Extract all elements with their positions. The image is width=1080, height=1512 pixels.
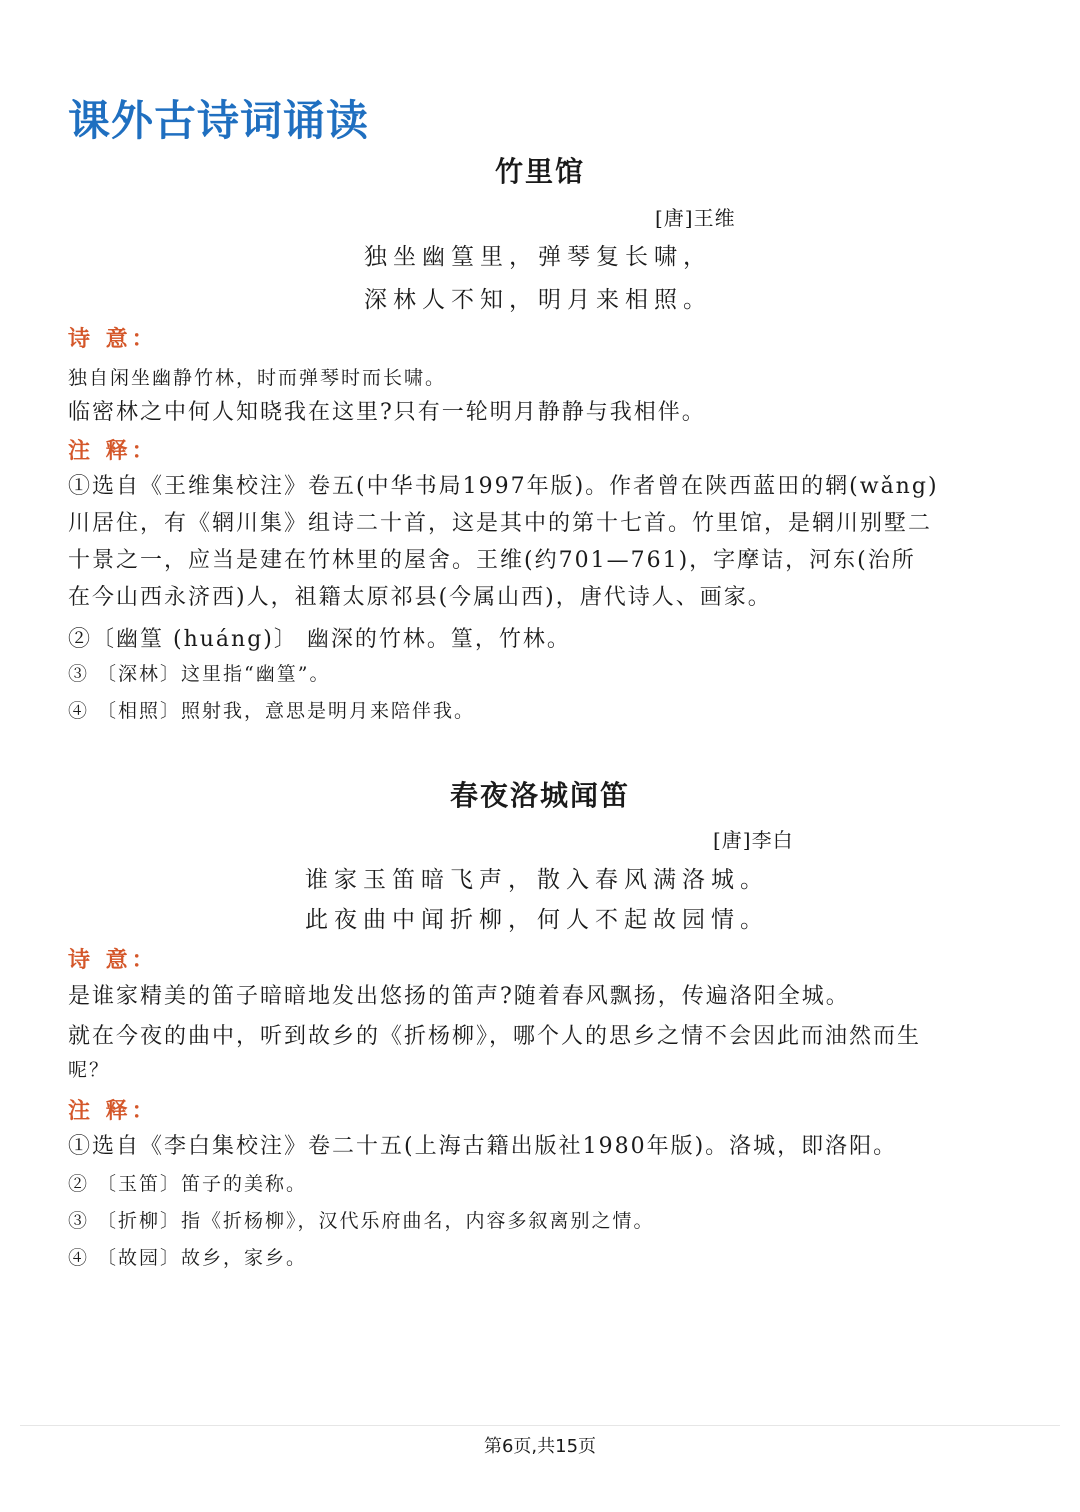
poem-2-meaning-line-3: 呢？ — [68, 1059, 111, 1081]
poem-2-title: 春夜洛城闻笛 — [449, 779, 630, 812]
poem-1-meaning-line-2: 临密林之中何人知晓我在这里?只有一轮明月静静与我相伴。 — [68, 400, 706, 425]
poem-1-note-1-line-1: ①选自《王维集校注》卷五(中华书局1997年版)。作者曾在陕西蓝田的辋(wǎng) — [68, 474, 939, 499]
poem-1-verse-1: 独坐幽篁里，弹琴复长啸， — [364, 244, 712, 270]
poem-1-meaning-line-1: 独自闲坐幽静竹林，时而弹琴时而长啸。 — [68, 367, 447, 389]
poem-1-notes-label: 注 释： — [68, 438, 158, 464]
poem-1-title: 竹里馆 — [494, 155, 585, 188]
poem-1-verse-2: 深林人不知，明月来相照。 — [364, 287, 712, 313]
poem-1-note-1-line-4: 在今山西永济西)人，祖籍太原祁县(今属山西)，唐代诗人、画家。 — [68, 585, 772, 610]
poem-1-meaning-label: 诗 意： — [68, 326, 158, 352]
poem-1-note-3: ③ 〔深林〕这里指“幽篁”。 — [68, 663, 331, 685]
poem-2-note-2: ② 〔玉笛〕笛子的美称。 — [68, 1173, 308, 1195]
page-number: 第6页,共15页 — [483, 1436, 597, 1457]
poem-2-verse-1: 谁家玉笛暗飞声，散入春风满洛城。 — [305, 867, 769, 893]
poem-2-notes-label: 注 释： — [68, 1098, 158, 1124]
poem-1-note-2: ②〔幽篁 (huáng)〕 幽深的竹林。篁，竹林。 — [68, 627, 571, 652]
poem-2-note-1: ①选自《李白集校注》卷二十五(上海古籍出版社1980年版)。洛城，即洛阳。 — [68, 1134, 898, 1159]
poem-1-note-1-line-3: 十景之一，应当是建在竹林里的屋舍。王维(约701—761)，字摩诘，河东(治所 — [68, 548, 916, 573]
section-title: 课外古诗词诵读 — [68, 96, 370, 145]
poem-2-meaning-label: 诗 意： — [68, 947, 158, 973]
poem-1-note-1-line-2: 川居住，有《辋川集》组诗二十首，这是其中的第十七首。竹里馆，是辋川别墅二 — [68, 511, 933, 536]
footer-divider — [20, 1425, 1060, 1426]
poem-2-note-4: ④ 〔故园〕故乡，家乡。 — [68, 1247, 308, 1269]
poem-2-verse-2: 此夜曲中闻折柳，何人不起故园情。 — [305, 907, 769, 933]
poem-2-meaning-line-1: 是谁家精美的笛子暗暗地发出悠扬的笛声?随着春风飘扬，传遍洛阳全城。 — [68, 984, 850, 1009]
poem-2-note-3: ③ 〔折柳〕指《折杨柳》，汉代乐府曲名，内容多叙离别之情。 — [68, 1210, 655, 1232]
poem-2-meaning-line-2: 就在今夜的曲中，听到故乡的《折杨柳》，哪个人的思乡之情不会因此而油然而生 — [68, 1024, 922, 1049]
poem-1-author: [唐]王维 — [655, 206, 736, 230]
poem-2-author: [唐]李白 — [713, 828, 794, 852]
poem-1-note-4: ④ 〔相照〕照射我，意思是明月来陪伴我。 — [68, 700, 476, 722]
